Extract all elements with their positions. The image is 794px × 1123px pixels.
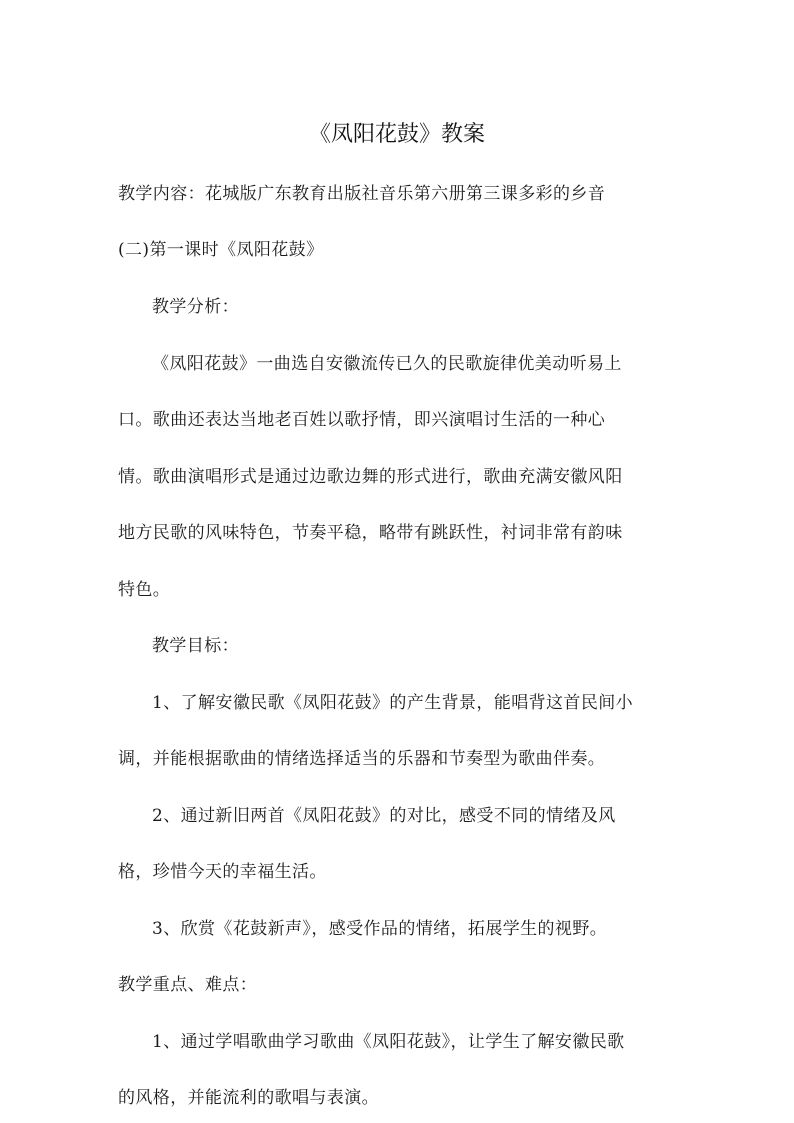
objectives-heading: 教学目标： [152,636,239,656]
analysis-heading: 教学分析： [152,297,239,317]
teaching-content-line: 教学内容：花城版广东教育出版社音乐第六册第三课多彩的乡音 [118,184,606,204]
analysis-line: 口。歌曲还表达当地老百姓以歌抒情，即兴演唱讨生活的一种心 [118,410,606,430]
analysis-line: 情。歌曲演唱形式是通过边歌边舞的形式进行，歌曲充满安徽风阳 [118,467,623,487]
objective-line: 2、通过新旧两首《凤阳花鼓》的对比，感受不同的情绪及风 [152,806,616,826]
analysis-line: 《凤阳花鼓》一曲选自安徽流传已久的民歌旋律优美动听易上 [152,354,622,374]
objective-line: 3、欣赏《花鼓新声》，感受作品的情绪，拓展学生的视野。 [152,919,608,939]
objective-line: 格，珍惜今天的幸福生活。 [118,862,327,882]
key-points-heading: 教学重点、难点： [118,975,258,995]
objective-line: 1、了解安徽民歌《凤阳花鼓》的产生背景，能唱背这首民间小 [152,693,634,713]
document-title: 《凤阳花鼓》教案 [308,122,485,147]
key-point-line: 1、通过学唱歌曲学习歌曲《凤阳花鼓》，让学生了解安徽民歌 [152,1032,625,1052]
analysis-line: 地方民歌的风味特色，节奏平稳，略带有跳跃性，衬词非常有韵味 [118,523,623,543]
objective-line: 调，并能根据歌曲的情绪选择适当的乐器和节奏型为歌曲伴奏。 [118,749,606,769]
analysis-line: 特色。 [118,580,171,600]
lesson-period-line: (二)第一课时《凤阳花鼓》 [118,240,324,260]
key-point-line: 的风格，并能流利的歌唱与表演。 [118,1088,379,1108]
